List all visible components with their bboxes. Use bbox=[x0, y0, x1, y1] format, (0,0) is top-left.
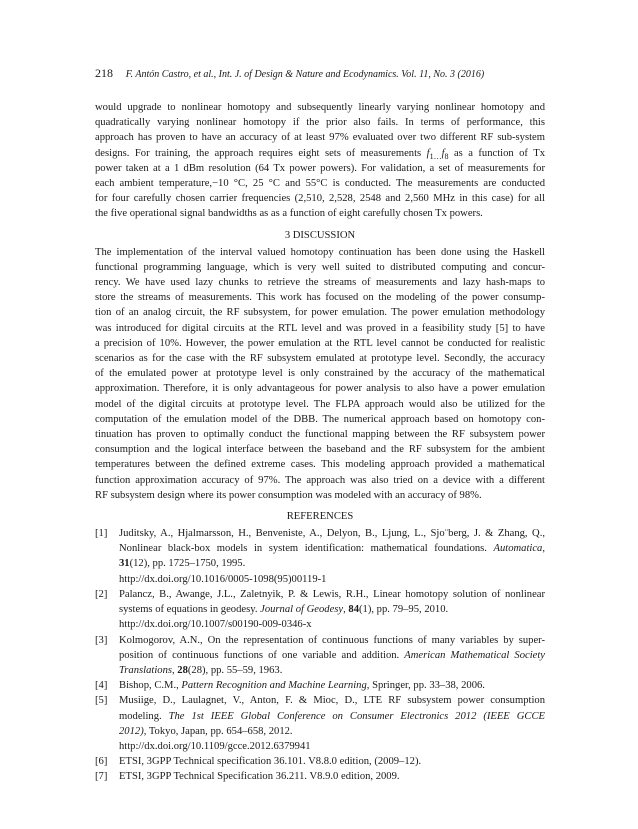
reference-number: [5] bbox=[95, 695, 108, 707]
text-line bbox=[119, 541, 545, 556]
text-fragment: (28), pp. 55–59, 1963. bbox=[187, 664, 283, 676]
journal-name: Automatica bbox=[493, 543, 543, 555]
volume-number: 31 bbox=[119, 558, 130, 570]
discussion-paragraph bbox=[95, 245, 545, 503]
reference-item bbox=[95, 678, 545, 693]
reference-number: [7] bbox=[95, 771, 108, 783]
reference-item bbox=[95, 693, 545, 754]
page-number: 218 bbox=[95, 66, 113, 80]
text-line: ETSI, 3GPP Technical Specification 36.211. V8.9.0 edition, 2009. bbox=[119, 771, 400, 783]
reference-list bbox=[95, 526, 545, 784]
text-fragment: Nonlinear black-box models in system identification: mathematical foundations. bbox=[119, 543, 494, 555]
text-fragment: , Tokyo, Japan, pp. 654–658, 2012. bbox=[143, 725, 293, 737]
text-fragment: modeling. bbox=[119, 710, 169, 722]
reference-number: [1] bbox=[95, 528, 108, 540]
reference-text bbox=[119, 693, 545, 754]
text-line: RF subsystem design where its power consumption was modeled with an accuracy of 98%. bbox=[95, 489, 482, 501]
section-heading-discussion: 3 DISCUSSION bbox=[284, 229, 356, 241]
text-fragment: systems of equations in geodesy. bbox=[119, 604, 261, 616]
text-line: model of the digital circuits at prototype level. The FLPA approach would also be utilized for the bbox=[95, 398, 545, 410]
text-line: function approximation accuracy of 97%. The approach was also tried on a device with a different bbox=[95, 474, 545, 486]
running-header bbox=[95, 66, 545, 81]
journal-name: Translations bbox=[119, 664, 172, 676]
text-line: rency. We have used lazy chunks to retrieve the streams of measurements and lazy hash-maps to bbox=[95, 277, 545, 289]
text-fragment: , bbox=[172, 664, 178, 676]
text-line: ETSI, 3GPP Technical specification 36.101. V8.8.0 edition, (2009–12). bbox=[119, 756, 422, 768]
text-line bbox=[119, 648, 545, 663]
journal-name: Journal of Geodesy bbox=[260, 604, 344, 616]
text-line: temperatures between the defined extreme cases. This modeling approach provided a mathematical bbox=[95, 459, 545, 471]
text-line: Kolmogorov, A.N., On the representation of continuous functions of many variables by super- bbox=[119, 634, 545, 646]
section-heading-references: REFERENCES bbox=[286, 511, 354, 523]
reference-text bbox=[119, 587, 545, 633]
doi-link[interactable]: http://dx.doi.org/10.1016/0005-1098(95)00119-1 bbox=[119, 573, 327, 585]
text-line: tion of an analog circuit, the RF subsystem, for power emulation. The power emulation methodology bbox=[95, 307, 545, 319]
volume-number: 28 bbox=[177, 664, 188, 676]
reference-number: [4] bbox=[95, 680, 108, 692]
text-fragment: position of continuous functions of one variable and addition. bbox=[119, 649, 405, 661]
conference-name: 2012) bbox=[119, 725, 144, 737]
text-line: each ambient temperature,−10 °C, 25 °C and 55°C is conducted. The measurements are conducted bbox=[95, 178, 545, 190]
reference-item bbox=[95, 633, 545, 679]
text-line: store the streams of measurements. This work has focused on the modeling of the power consump- bbox=[95, 292, 545, 304]
math-symbol: f bbox=[426, 147, 430, 159]
text-line: functional programming language, which is very well suited to distributed computing and concur- bbox=[95, 261, 545, 273]
text-line bbox=[119, 556, 545, 571]
text-line: for four carefully chosen carrier frequencies (2,510, 2,528, 2548 and 2,560 MHz in this case) for all bbox=[95, 193, 545, 205]
text-fragment: designs. For training, the approach requires eight sets of measurements bbox=[95, 147, 427, 159]
text-line: computation of the emulation model of the DBB. The numerical approach based on homotopy con- bbox=[95, 413, 545, 425]
text-line bbox=[119, 724, 545, 739]
reference-text bbox=[119, 526, 545, 587]
volume-number: 84 bbox=[348, 604, 359, 616]
text-fragment: Bishop, C.M., bbox=[119, 680, 182, 692]
text-line: tinuation has proven to optimally conduct the functional mapping between the RF subsystem power bbox=[95, 429, 545, 441]
text-fragment: , Springer, pp. 33–38, 2006. bbox=[366, 680, 485, 692]
doi-link[interactable]: http://dx.doi.org/10.1109/gcce.2012.6379941 bbox=[119, 740, 311, 752]
text-line: approximation. Therefore, it is only advantageous for power analysis to also have a power emulation bbox=[95, 383, 545, 395]
reference-text bbox=[119, 769, 545, 784]
reference-number: [2] bbox=[95, 588, 108, 600]
text-fragment: , bbox=[343, 604, 349, 616]
math-subscript: 8 bbox=[444, 151, 449, 161]
text-line: scenarios as for the case with the RF subsystem emulated at prototype level. Secondly, the accuracy bbox=[95, 353, 545, 365]
text-line: the five operational signal bandwidths as as a function of eight carefully chosen Tx powers. bbox=[95, 208, 483, 220]
text-fragment: (12), pp. 1725–1750, 1995. bbox=[129, 558, 246, 570]
text-fragment: , bbox=[542, 543, 545, 555]
journal-name: American Mathematical Society bbox=[404, 649, 545, 661]
text-fragment: (1), pp. 79–95, 2010. bbox=[359, 604, 449, 616]
text-line: Juditsky, A., Hjalmarsson, H., Benveniste, A., Delyon, B., Ljung, L., Sjo¨berg, J. & Zhang, Q., bbox=[119, 528, 545, 540]
text-line bbox=[119, 709, 545, 724]
reference-item bbox=[95, 754, 545, 769]
intro-paragraph bbox=[95, 100, 545, 222]
reference-item bbox=[95, 769, 545, 784]
conference-name: The 1st IEEE Global Conference on Consumer Electronics 2012 (IEEE GCCE bbox=[168, 710, 545, 722]
reference-item bbox=[95, 587, 545, 633]
text-fragment: as a function of Tx bbox=[448, 147, 545, 159]
math-ellipsis: … bbox=[433, 151, 442, 161]
text-line-with-math bbox=[95, 146, 545, 161]
reference-number: [3] bbox=[95, 634, 108, 646]
running-title: F. Antón Castro, et al., Int. J. of Design & Nature and Ecodynamics. Vol. 11, No. 3 (2016) bbox=[125, 69, 485, 80]
math-subscript: 1 bbox=[429, 151, 434, 161]
text-line: was introduced for digital circuits at the RTL level and was proved in a feasibility study [5] to have bbox=[95, 322, 545, 334]
text-line: consumption and the logical interface between the baseband and the RF subsystem for the ambient bbox=[95, 444, 545, 456]
text-line: power taken at a 1 dBm resolution (64 Tx power powers). For validation, a set of measurements for bbox=[95, 162, 545, 174]
reference-text bbox=[119, 754, 545, 769]
reference-number: [6] bbox=[95, 756, 108, 768]
text-line: The implementation of the interval valued homotopy continuation has been done using the Haskell bbox=[95, 246, 545, 258]
reference-item bbox=[95, 526, 545, 587]
text-line: of the emulated power at prototype level is only constrained by the accuracy of the mathematical bbox=[95, 368, 545, 380]
text-line bbox=[119, 602, 545, 617]
book-title: Pattern Recognition and Machine Learning bbox=[181, 680, 367, 692]
math-symbol: f bbox=[441, 147, 445, 159]
page-body bbox=[95, 100, 545, 785]
doi-link[interactable]: http://dx.doi.org/10.1007/s00190-009-0346-x bbox=[119, 619, 312, 631]
reference-text bbox=[119, 678, 545, 693]
text-line: would upgrade to nonlinear homotopy and subsequently linearly varying nonlinear homotopy and bbox=[95, 102, 545, 113]
text-line bbox=[119, 663, 545, 678]
text-line: Musiige, D., Laulagnet, V., Anton, F. & Mioc, D., LTE RF subsystem power consumption bbox=[119, 695, 545, 707]
text-line: Palancz, B., Awange, J.L., Zaletnyik, P. & Lewis, R.H., Linear homotopy solution of nonlinear bbox=[119, 588, 545, 600]
text-line bbox=[119, 678, 545, 693]
text-line: approach has proven to have an accuracy of at least 97% evaluated over two different RF sub-system bbox=[95, 132, 545, 144]
text-line: a precision of 10%. However, the power emulation at the RTL level cannot be conducted for realistic bbox=[95, 337, 545, 349]
reference-text bbox=[119, 633, 545, 679]
text-line: quadratically varying nonlinear homotopy if the prior also fails. In terms of performance, this bbox=[95, 117, 545, 129]
